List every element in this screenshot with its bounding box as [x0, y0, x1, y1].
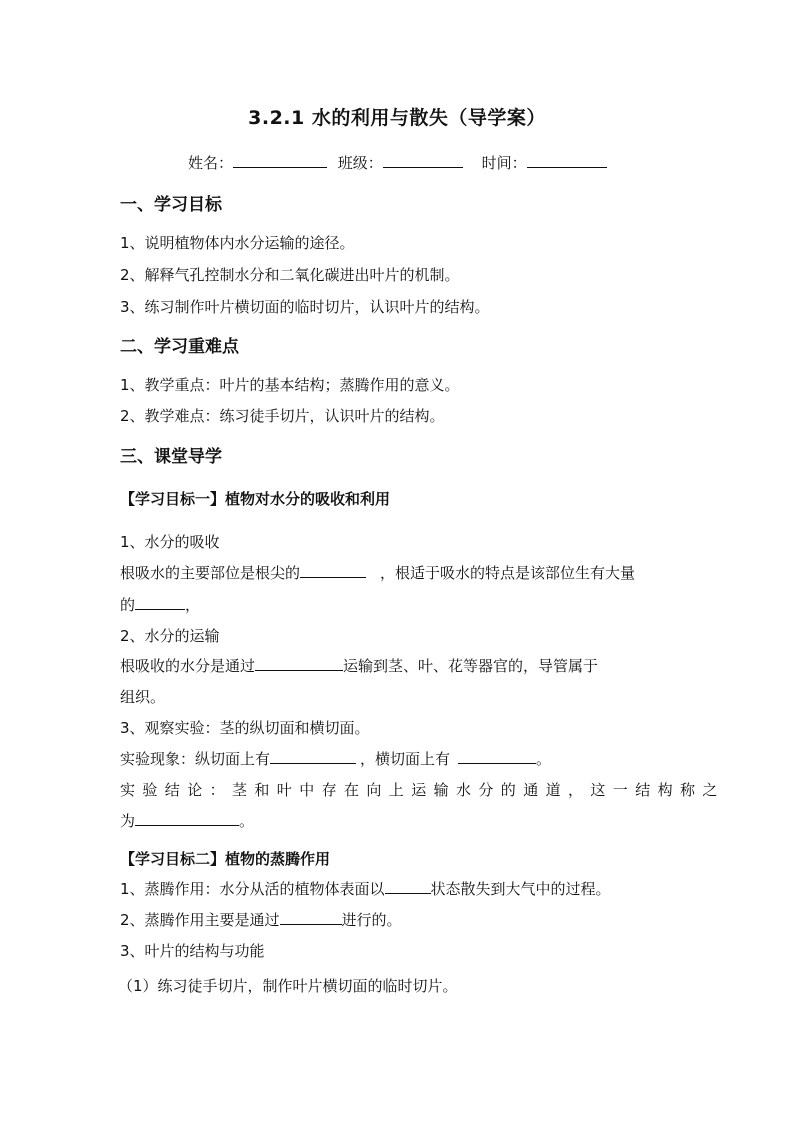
goal1-heading: 【学习目标一】植物对水分的吸收和利用 — [120, 490, 391, 508]
objective-item: 1、说明植物体内水分运输的途径。 — [120, 234, 355, 252]
section-heading-guide: 三、课堂导学 — [120, 447, 222, 467]
class-label: 班级： — [337, 154, 383, 172]
class-blank[interactable] — [383, 153, 463, 168]
transport-title: 2、水分的运输 — [120, 627, 220, 645]
transport-question: 根吸收的水分是通过 运输到茎、叶、花等器官的，导管属于 — [120, 657, 599, 675]
root-zone-blank[interactable] — [300, 563, 366, 578]
vessel-blank[interactable] — [255, 656, 343, 671]
observe-conclusion: 实验结论：茎和叶中存在向上运输水分的通道，这一结构称之 — [120, 781, 725, 799]
time-blank[interactable] — [527, 153, 607, 168]
absorb-title: 1、水分的吸收 — [120, 533, 220, 551]
absorb-question: 根吸水的主要部位是根尖的 ，根适于吸水的特点是该部位生有大量 — [120, 564, 636, 582]
transport-question-cont: 组织。 — [120, 688, 166, 706]
observe-phenomenon: 实验现象：纵切面上有 ，横切面上有 。 — [120, 750, 552, 768]
section-heading-objectives: 一、学习目标 — [120, 195, 222, 215]
longitudinal-blank[interactable] — [270, 749, 356, 764]
transpiration-definition: 1、蒸腾作用：水分从活的植物体表面以 状态散失到大气中的过程。 — [120, 880, 611, 898]
leaf-structure-title: 3、叶片的结构与功能 — [120, 942, 265, 960]
state-blank[interactable] — [385, 879, 431, 894]
transpiration-organ: 2、蒸腾作用主要是通过 进行的。 — [120, 911, 402, 929]
absorb-question-cont: 的 ， — [120, 596, 201, 614]
section-heading-key-points: 二、学习重难点 — [120, 337, 239, 357]
student-info-row — [188, 152, 607, 173]
objective-item: 2、解释气孔控制水分和二氧化碳进出叶片的机制。 — [120, 266, 460, 284]
root-hair-blank[interactable] — [135, 595, 185, 610]
observe-conclusion-cont: 为 。 — [120, 812, 255, 830]
cross-section-blank[interactable] — [458, 749, 536, 764]
time-label: 时间： — [481, 154, 527, 172]
name-label: 姓名： — [188, 154, 234, 172]
goal2-heading: 【学习目标二】植物的蒸腾作用 — [120, 850, 331, 868]
name-blank[interactable] — [233, 153, 327, 168]
channel-blank[interactable] — [135, 811, 239, 826]
observe-title: 3、观察实验：茎的纵切面和横切面。 — [120, 719, 370, 737]
page-title: 3.2.1 水的利用与散失（导学案） — [248, 107, 546, 129]
key-point-item: 2、教学难点：练习徒手切片，认识叶片的结构。 — [120, 407, 445, 425]
leaf-structure-sub: （1）练习徒手切片，制作叶片横切面的临时切片。 — [118, 977, 458, 995]
organ-blank[interactable] — [280, 910, 342, 925]
key-point-item: 1、教学重点：叶片的基本结构；蒸腾作用的意义。 — [120, 376, 460, 394]
objective-item: 3、练习制作叶片横切面的临时切片，认识叶片的结构。 — [120, 298, 490, 316]
